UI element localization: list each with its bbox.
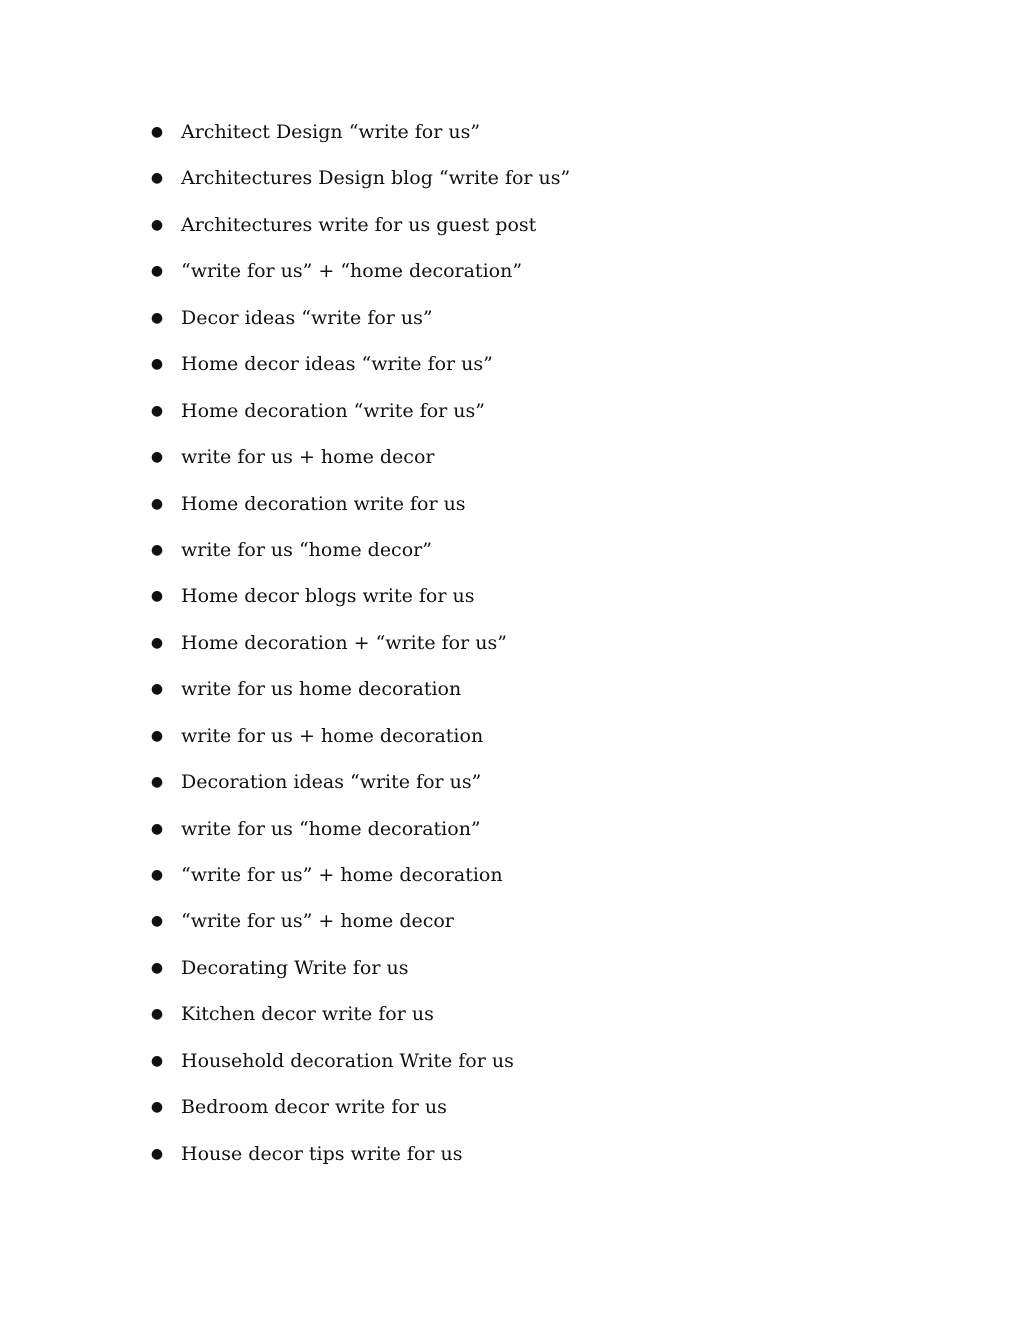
list-item-text: write for us “home decoration”	[181, 817, 481, 840]
bullet-icon: ●	[150, 727, 164, 744]
list-item-text: Home decor blogs write for us	[181, 585, 475, 608]
bullet-icon: ●	[150, 1006, 164, 1023]
list-item-text: Household decoration Write for us	[181, 1049, 514, 1072]
list-item-text: write for us + home decor	[181, 446, 435, 469]
bullet-icon: ●	[150, 1099, 164, 1116]
list-item-text: “write for us” + home decoration	[181, 864, 503, 886]
list-item-text: Home decor ideas “write for us”	[181, 353, 493, 376]
list-item-text: “write for us” + “home decoration”	[181, 260, 523, 283]
bullet-icon: ●	[150, 263, 164, 280]
bullet-icon: ●	[150, 681, 164, 698]
bullet-icon: ●	[150, 588, 164, 605]
list-item-text: Architectures Design blog “write for us”	[181, 167, 571, 190]
bullet-icon: ●	[150, 1052, 164, 1069]
list-item-text: write for us + home decoration	[181, 724, 484, 747]
list-item-text: write for us “home decor”	[181, 538, 432, 561]
list-item-text: Bedroom decor write for us	[181, 1096, 447, 1119]
bullet-icon: ●	[150, 449, 164, 466]
list-item-text: Kitchen decor write for us	[181, 1003, 434, 1026]
list-item-text: Decorating Write for us	[181, 956, 409, 979]
bullet-icon: ●	[150, 959, 164, 976]
bullet-icon: ●	[150, 774, 164, 791]
bullet-icon: ●	[150, 356, 164, 373]
list-item-text: Home decoration “write for us”	[181, 399, 485, 422]
bullet-icon: ●	[150, 634, 164, 651]
bullet-icon: ●	[150, 309, 164, 326]
list-item-text: House decor tips write for us	[181, 1142, 463, 1165]
list-item-text: Architectures write for us guest post	[181, 213, 537, 236]
bullet-icon: ●	[150, 867, 164, 883]
bullet-icon: ●	[150, 913, 164, 930]
bullet-icon: ●	[150, 820, 164, 837]
list-item-text: “write for us” + home decor	[181, 910, 454, 933]
bullet-icon: ●	[150, 124, 164, 140]
bullet-icon: ●	[150, 216, 164, 233]
bullet-icon: ●	[150, 1145, 164, 1162]
bullet-icon: ●	[150, 495, 164, 512]
list-item-text: Decor ideas “write for us”	[181, 306, 433, 329]
list-item-text: Home decoration + “write for us”	[181, 631, 507, 654]
list-item-text: write for us home decoration	[181, 678, 462, 701]
list-item-text: Decoration ideas “write for us”	[181, 771, 482, 794]
bullet-icon: ●	[150, 541, 164, 558]
list-item-text: Home decoration write for us	[181, 492, 466, 515]
bullet-icon: ●	[150, 402, 164, 419]
list-item-text: Architect Design “write for us”	[181, 121, 481, 143]
bullet-icon: ●	[150, 170, 164, 187]
